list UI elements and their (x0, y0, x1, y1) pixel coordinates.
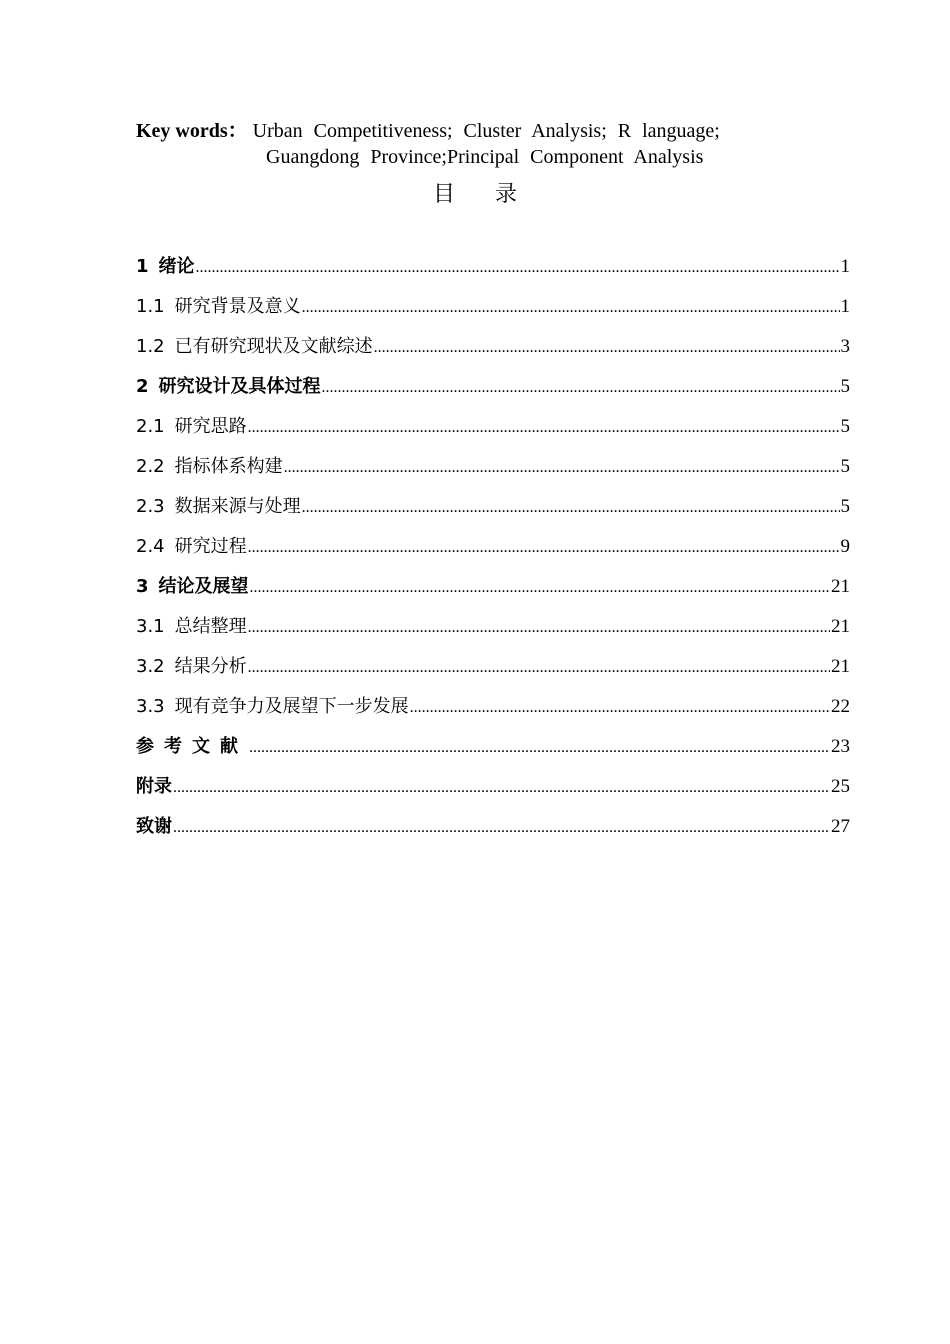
toc-entry[interactable] (136, 252, 850, 292)
toc-entry[interactable] (136, 452, 850, 492)
toc-leader-dots (173, 779, 830, 797)
toc-entry-number: 2.1 (136, 416, 165, 437)
toc-leader-dots (196, 259, 840, 277)
toc-entry-number: 3.2 (136, 656, 165, 677)
toc-leader-dots (248, 419, 840, 437)
toc-entry[interactable] (136, 732, 850, 772)
toc-leader-dots (302, 499, 840, 517)
keywords-block (136, 118, 836, 170)
toc-entry-page: 1 (840, 256, 850, 277)
toc-entry-label: 总结整理 (174, 616, 247, 637)
toc-leader-dots (302, 299, 840, 317)
toc-entry-page: 5 (840, 376, 850, 397)
toc-entry[interactable] (136, 772, 850, 812)
toc-title: 目录 (432, 182, 557, 207)
toc-entry-label: 结果分析 (174, 656, 247, 677)
toc-entry-number: 3.1 (136, 616, 165, 637)
toc-entry[interactable] (136, 812, 850, 852)
keywords-line-1 (136, 118, 836, 144)
toc-entry-label: 研究思路 (174, 416, 247, 437)
toc-entry-number: 1.1 (136, 296, 165, 317)
toc-entry-label: 已有研究现状及文献综述 (174, 336, 373, 357)
toc-entry-label: 研究背景及意义 (174, 296, 301, 317)
toc-entry[interactable] (136, 332, 850, 372)
toc-entry[interactable] (136, 412, 850, 452)
toc-entry-number: 2.3 (136, 496, 165, 517)
toc-entry[interactable] (136, 292, 850, 332)
toc-entry-label: 指标体系构建 (174, 456, 283, 477)
toc-entry-page: 25 (831, 776, 850, 797)
toc-entry-number: 2.2 (136, 456, 165, 477)
toc-entry-number: 1 (136, 256, 149, 277)
toc-leader-dots (249, 739, 830, 757)
toc-leader-dots (248, 659, 830, 677)
toc-entry-page: 23 (831, 736, 850, 757)
keywords-line-2 (136, 144, 836, 170)
toc-entry[interactable] (136, 572, 850, 612)
keywords-text-1: Urban Competitiveness; Cluster Analysis; R language; (252, 120, 720, 142)
toc-entry-number: 3.3 (136, 696, 165, 717)
toc-entry-page: 1 (840, 296, 850, 317)
toc-entry-label: 致谢 (136, 816, 172, 837)
toc-entry-number: 2.4 (136, 536, 165, 557)
toc-entry[interactable] (136, 692, 850, 732)
toc-leader-dots (284, 459, 840, 477)
keywords-text-2: Guangdong Province;Principal Component Analysis (266, 146, 704, 168)
toc-entry-page: 22 (831, 696, 850, 717)
toc-entry-page: 3 (840, 336, 850, 357)
toc-entry-label: 结论及展望 (158, 576, 249, 597)
toc-entry-label: 绪论 (158, 256, 195, 277)
toc-leader-dots (173, 819, 830, 837)
toc-leader-dots (410, 699, 830, 717)
toc-entry[interactable] (136, 612, 850, 652)
toc-entry-page: 5 (840, 416, 850, 437)
toc-entry[interactable] (136, 532, 850, 572)
toc-entry-page: 9 (840, 536, 850, 557)
toc-entry-page: 27 (831, 816, 850, 837)
keywords-label: Key words： (136, 120, 248, 142)
toc-entry-label: 附录 (136, 776, 172, 797)
toc-leader-dots (322, 379, 840, 397)
toc-entry-page: 5 (840, 496, 850, 517)
toc-entry-label: 现有竞争力及展望下一步发展 (174, 696, 409, 717)
table-of-contents (136, 252, 850, 852)
toc-leader-dots (248, 539, 840, 557)
toc-entry-label: 数据来源与处理 (174, 496, 301, 517)
toc-entry-page: 21 (831, 616, 850, 637)
toc-entry[interactable] (136, 492, 850, 532)
toc-entry-page: 21 (831, 576, 850, 597)
toc-entry-label: 研究设计及具体过程 (158, 376, 321, 397)
toc-entry[interactable] (136, 372, 850, 412)
toc-entry-number: 2 (136, 376, 149, 397)
toc-entry-label: 参考文献 (136, 736, 248, 757)
toc-entry[interactable] (136, 652, 850, 692)
toc-leader-dots (248, 619, 830, 637)
toc-leader-dots (374, 339, 840, 357)
toc-entry-number: 1.2 (136, 336, 165, 357)
toc-entry-page: 21 (831, 656, 850, 677)
toc-leader-dots (250, 579, 830, 597)
toc-entry-page: 5 (840, 456, 850, 477)
toc-entry-number: 3 (136, 576, 149, 597)
toc-entry-label: 研究过程 (174, 536, 247, 557)
